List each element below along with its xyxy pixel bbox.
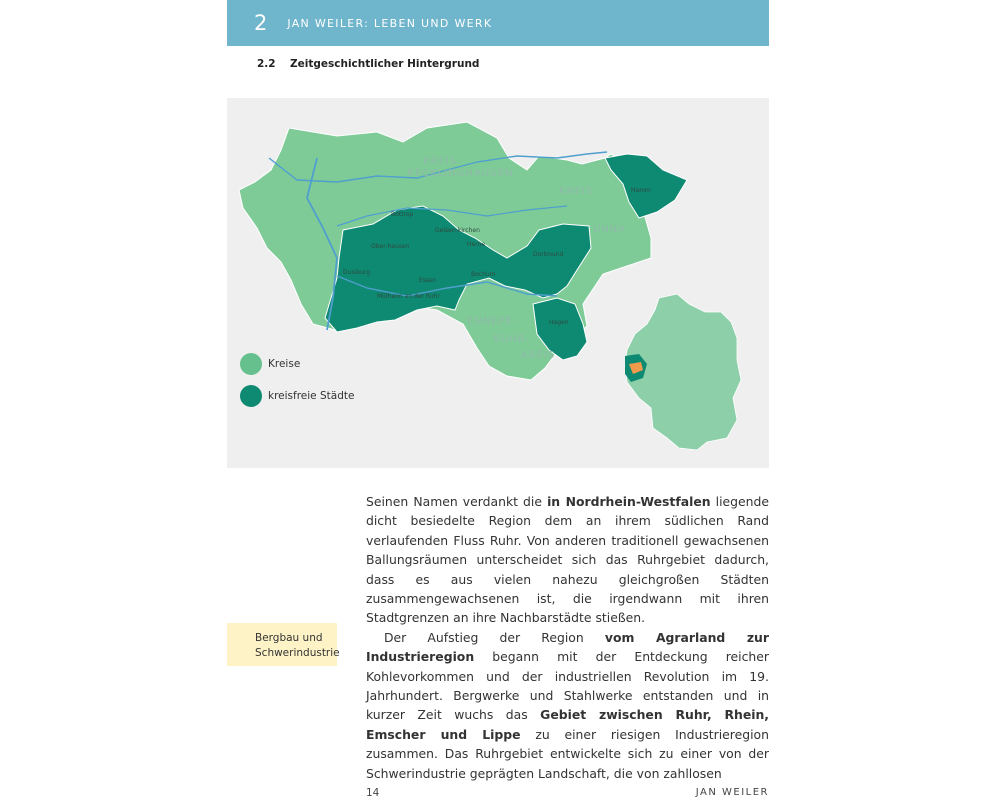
city-label: Hamm	[631, 187, 651, 194]
chapter-title: JAN WEILER: LEBEN UND WERK	[287, 16, 493, 30]
legend-swatch-staedte	[240, 385, 262, 407]
city-label: Hagen	[549, 319, 569, 326]
ruhr-region-map	[227, 98, 769, 468]
bold-text: Gebiet zwischen Ruhr, Rhein, Emscher und Lippe	[366, 707, 769, 742]
chapter-header-bar	[227, 0, 769, 46]
legend-label: kreisfreie Städte	[268, 390, 355, 402]
text-run: Seinen Namen verdankt die	[366, 494, 548, 509]
chapter-number: 2	[254, 11, 268, 35]
city-label: Dortmund	[533, 251, 564, 258]
kreis-label: KREIS	[559, 186, 594, 197]
section-heading	[257, 58, 479, 70]
city-label: Mülheim an der Ruhr	[377, 293, 440, 300]
legend-label: Kreise	[268, 358, 301, 370]
city-label: Ober-hausen	[371, 243, 410, 250]
bold-text: in Nordrhein-Westfalen	[547, 494, 711, 509]
marginal-note: Bergbau und Schwerindustrie	[227, 623, 337, 666]
city-label: Herne	[467, 241, 486, 248]
body-text	[366, 492, 769, 783]
text-run: begann mit der Entdeckung reicher Kohlevorkommen und der industriellen Revolution im 19. Jahrhundert. Bergwerke und Stahlwerke entstanden und in kurzer Zeit wuchs das	[366, 649, 769, 723]
page-number: 14	[366, 787, 380, 799]
paragraph-1	[366, 492, 769, 628]
legend-swatch-kreise	[240, 353, 262, 375]
city-label: Gelsen-kirchen	[435, 227, 480, 234]
section-title: Zeitgeschichtlicher Hintergrund	[290, 58, 480, 70]
ruhr-region-map-figure	[227, 98, 769, 468]
legend-kreisfreie-staedte	[240, 385, 354, 407]
running-footer-author: JAN WEILER	[695, 787, 769, 798]
kreis-label: RECKLINGHAUSEN	[407, 168, 514, 179]
text-run: zu einer riesigen Industrieregion zusammen. Das Ruhrgebiet entwickelte sich zu einer von der Schwerindustrie geprägten Landschaft, die von zahllosen	[366, 726, 769, 781]
kreis-label: ENNEPE-	[467, 316, 518, 327]
kreis-label: RUHR-	[493, 334, 530, 345]
legend-kreise	[240, 353, 300, 375]
section-number: 2.2	[257, 58, 276, 70]
bold-text: vom Agrarland zur Industrieregion	[366, 629, 769, 665]
paragraph-2	[366, 628, 769, 783]
kreis-label: KREIS	[423, 156, 458, 167]
kreis-label: KREIS	[521, 350, 556, 361]
city-label: Essen	[419, 277, 437, 284]
text-run: Der Aufstieg der Region	[384, 629, 605, 645]
kreis-label: UNNA	[593, 224, 627, 235]
city-label: Bottrop	[391, 211, 414, 218]
city-label: Duisburg	[343, 269, 370, 276]
text-run: liegende dicht besiedelte Region dem an ihrem südlichen Rand verlaufenden Fluss Ruhr. Von anderen traditionell gewachsenen Ballungsräumen unterscheidet sich das Ruhrgebiet dadurch, dass es aus vielen nahezu gleichgroßen Städten zusammengewachsenen ist, die irgendwann mit ihren Stadtgrenzen an ihre Nachbarstädte stießen.	[366, 494, 770, 626]
city-label: Bochum	[471, 271, 496, 278]
